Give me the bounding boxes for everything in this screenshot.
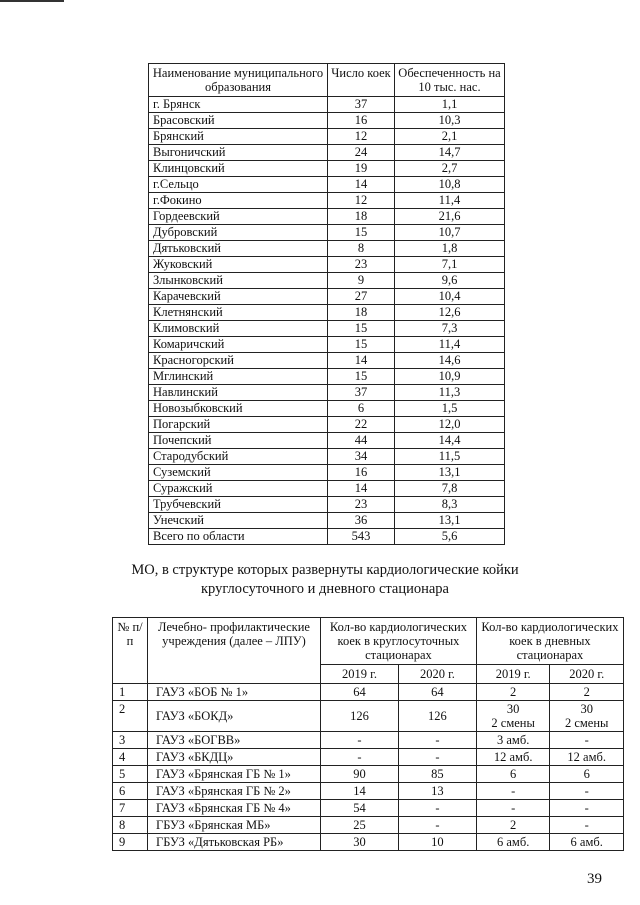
beds-cell: 15 xyxy=(328,321,395,337)
beds-cell: 12 xyxy=(328,193,395,209)
table-row xyxy=(113,817,624,834)
table-row xyxy=(149,225,505,241)
district-cell: Злынковский xyxy=(149,273,328,289)
beds-cell: 6 xyxy=(328,401,395,417)
day-2020-cell: 6 xyxy=(550,766,624,783)
day-2020-cell: 12 амб. xyxy=(550,749,624,766)
provision-cell: 10,3 xyxy=(395,113,505,129)
round-2019-cell: - xyxy=(321,732,399,749)
beds-cell: 18 xyxy=(328,305,395,321)
beds-cell: 27 xyxy=(328,289,395,305)
table-row xyxy=(149,353,505,369)
provision-cell: 7,1 xyxy=(395,257,505,273)
col-header-provision: Обеспеченность на 10 тыс. нас. xyxy=(395,64,505,97)
round-2019-cell: - xyxy=(321,749,399,766)
district-cell: Стародубский xyxy=(149,449,328,465)
col-header-year: 2020 г. xyxy=(398,665,476,684)
col-header-round-the-clock: Кол-во кардиологических коек в круглосуточных стационарах xyxy=(321,618,477,665)
district-cell: Климовский xyxy=(149,321,328,337)
provision-cell: 14,4 xyxy=(395,433,505,449)
col-header-district: Наименование муниципального образования xyxy=(149,64,328,97)
table-body xyxy=(149,97,505,545)
table-row xyxy=(113,800,624,817)
provision-cell: 21,6 xyxy=(395,209,505,225)
provision-cell: 12,0 xyxy=(395,417,505,433)
table-row xyxy=(149,257,505,273)
day-2020-cell: - xyxy=(550,783,624,800)
beds-cell: 18 xyxy=(328,209,395,225)
district-cell: Суземский xyxy=(149,465,328,481)
district-cell: Новозыбковский xyxy=(149,401,328,417)
round-2019-cell: 14 xyxy=(321,783,399,800)
table-row xyxy=(113,749,624,766)
col-header-year: 2019 г. xyxy=(321,665,399,684)
district-cell: Гордеевский xyxy=(149,209,328,225)
lpu-cell: ГАУЗ «БОБ № 1» xyxy=(148,684,321,701)
beds-cell: 34 xyxy=(328,449,395,465)
table-row xyxy=(149,273,505,289)
district-cell: Брасовский xyxy=(149,113,328,129)
table-row xyxy=(149,465,505,481)
number-cell: 5 xyxy=(113,766,148,783)
lpu-cell: ГАУЗ «Брянская ГБ № 4» xyxy=(148,800,321,817)
day-2019-cell: 6 амб. xyxy=(476,834,550,851)
beds-cell: 37 xyxy=(328,97,395,113)
beds-cell: 23 xyxy=(328,497,395,513)
cardiology-beds-table xyxy=(112,617,624,851)
district-cell: Комаричский xyxy=(149,337,328,353)
round-2019-cell: 90 xyxy=(321,766,399,783)
round-2019-cell: 30 xyxy=(321,834,399,851)
table-row xyxy=(113,732,624,749)
provision-cell: 10,4 xyxy=(395,289,505,305)
lpu-cell: ГАУЗ «БОГВВ» xyxy=(148,732,321,749)
provision-cell: 11,3 xyxy=(395,385,505,401)
lpu-cell: ГАУЗ «Брянская ГБ № 2» xyxy=(148,783,321,800)
table-row xyxy=(149,497,505,513)
district-cell: Выгоничский xyxy=(149,145,328,161)
district-cell: г. Брянск xyxy=(149,97,328,113)
lpu-cell: ГАУЗ «Брянская ГБ № 1» xyxy=(148,766,321,783)
table-row xyxy=(149,193,505,209)
beds-cell: 9 xyxy=(328,273,395,289)
day-2020-cell: - xyxy=(550,800,624,817)
beds-cell: 14 xyxy=(328,353,395,369)
district-cell: Клинцовский xyxy=(149,161,328,177)
table-header-row xyxy=(113,618,624,665)
table-body xyxy=(113,684,624,851)
beds-cell: 36 xyxy=(328,513,395,529)
round-2020-cell: - xyxy=(398,732,476,749)
provision-cell: 9,6 xyxy=(395,273,505,289)
number-cell: 8 xyxy=(113,817,148,834)
day-2020-cell: 6 амб. xyxy=(550,834,624,851)
day-2019-cell: 2 xyxy=(476,817,550,834)
table-row xyxy=(149,145,505,161)
number-cell: 6 xyxy=(113,783,148,800)
provision-cell: 12,6 xyxy=(395,305,505,321)
day-2019-cell: 30 2 смены xyxy=(476,701,550,732)
table-row xyxy=(149,209,505,225)
beds-cell: 19 xyxy=(328,161,395,177)
table-row xyxy=(149,305,505,321)
provision-cell: 13,1 xyxy=(395,513,505,529)
table-row xyxy=(113,701,624,732)
district-cell: г.Сельцо xyxy=(149,177,328,193)
provision-cell: 11,4 xyxy=(395,337,505,353)
table-row xyxy=(149,433,505,449)
table-caption: МО, в структуре которых развернуты кардиологические койки круглосуточного и дневного стационара xyxy=(131,562,519,597)
table-row xyxy=(113,766,624,783)
district-cell: Погарский xyxy=(149,417,328,433)
header-rule xyxy=(0,0,64,2)
beds-cell: 15 xyxy=(328,225,395,241)
round-2020-cell: 85 xyxy=(398,766,476,783)
page-number: 39 xyxy=(587,871,602,887)
day-2020-cell: - xyxy=(550,732,624,749)
day-2019-cell: 3 амб. xyxy=(476,732,550,749)
col-header-number: № п/п xyxy=(113,618,148,684)
round-2020-cell: 13 xyxy=(398,783,476,800)
round-2020-cell: - xyxy=(398,749,476,766)
district-cell: Всего по области xyxy=(149,529,328,545)
provision-cell: 14,7 xyxy=(395,145,505,161)
table-row xyxy=(149,401,505,417)
district-cell: Красногорский xyxy=(149,353,328,369)
round-2019-cell: 64 xyxy=(321,684,399,701)
day-2019-cell: 2 xyxy=(476,684,550,701)
round-2020-cell: - xyxy=(398,800,476,817)
day-2020-cell: 2 xyxy=(550,684,624,701)
day-2019-cell: - xyxy=(476,800,550,817)
provision-cell: 11,4 xyxy=(395,193,505,209)
beds-cell: 22 xyxy=(328,417,395,433)
district-cell: Дубровский xyxy=(149,225,328,241)
provision-cell: 10,9 xyxy=(395,369,505,385)
day-2020-cell: - xyxy=(550,817,624,834)
table-row xyxy=(149,369,505,385)
provision-cell: 11,5 xyxy=(395,449,505,465)
round-2019-cell: 54 xyxy=(321,800,399,817)
table-row xyxy=(149,177,505,193)
district-cell: Мглинский xyxy=(149,369,328,385)
day-2020-cell: 30 2 смены xyxy=(550,701,624,732)
beds-by-district-table xyxy=(148,63,505,545)
table-row xyxy=(149,129,505,145)
district-cell: Жуковский xyxy=(149,257,328,273)
lpu-cell: ГАУЗ «БОКД» xyxy=(148,701,321,732)
district-cell: г.Фокино xyxy=(149,193,328,209)
round-2020-cell: 10 xyxy=(398,834,476,851)
round-2020-cell: 64 xyxy=(398,684,476,701)
table-row xyxy=(149,337,505,353)
beds-cell: 37 xyxy=(328,385,395,401)
table-row xyxy=(149,513,505,529)
beds-cell: 14 xyxy=(328,481,395,497)
beds-cell: 44 xyxy=(328,433,395,449)
district-cell: Почепский xyxy=(149,433,328,449)
table-row xyxy=(113,783,624,800)
col-header-year: 2020 г. xyxy=(550,665,624,684)
table-row xyxy=(149,449,505,465)
round-2020-cell: 126 xyxy=(398,701,476,732)
table-row xyxy=(149,161,505,177)
provision-cell: 7,8 xyxy=(395,481,505,497)
provision-cell: 2,7 xyxy=(395,161,505,177)
col-header-lpu: Лечебно- профилактические учреждения (далее – ЛПУ) xyxy=(148,618,321,684)
district-cell: Суражский xyxy=(149,481,328,497)
number-cell: 7 xyxy=(113,800,148,817)
number-cell: 3 xyxy=(113,732,148,749)
col-header-year: 2019 г. xyxy=(476,665,550,684)
beds-cell: 8 xyxy=(328,241,395,257)
lpu-cell: ГБУЗ «Дятьковская РБ» xyxy=(148,834,321,851)
district-cell: Карачевский xyxy=(149,289,328,305)
provision-cell: 13,1 xyxy=(395,465,505,481)
beds-cell: 14 xyxy=(328,177,395,193)
table-row xyxy=(113,834,624,851)
district-cell: Клетнянский xyxy=(149,305,328,321)
table-row xyxy=(149,289,505,305)
provision-cell: 10,8 xyxy=(395,177,505,193)
district-cell: Унечский xyxy=(149,513,328,529)
provision-cell: 7,3 xyxy=(395,321,505,337)
table-row xyxy=(149,241,505,257)
table-row xyxy=(149,417,505,433)
table-row xyxy=(149,113,505,129)
table-row xyxy=(149,529,505,545)
provision-cell: 1,8 xyxy=(395,241,505,257)
beds-cell: 23 xyxy=(328,257,395,273)
provision-cell: 8,3 xyxy=(395,497,505,513)
beds-cell: 12 xyxy=(328,129,395,145)
round-2019-cell: 126 xyxy=(321,701,399,732)
round-2020-cell: - xyxy=(398,817,476,834)
district-cell: Дятьковский xyxy=(149,241,328,257)
table-row xyxy=(149,481,505,497)
provision-cell: 2,1 xyxy=(395,129,505,145)
provision-cell: 14,6 xyxy=(395,353,505,369)
table-row xyxy=(149,97,505,113)
beds-cell: 15 xyxy=(328,337,395,353)
col-header-day-hospital: Кол-во кардиологических коек в дневных стационарах xyxy=(476,618,623,665)
number-cell: 9 xyxy=(113,834,148,851)
beds-cell: 24 xyxy=(328,145,395,161)
day-2019-cell: - xyxy=(476,783,550,800)
table-header-row xyxy=(149,64,505,97)
day-2019-cell: 12 амб. xyxy=(476,749,550,766)
table-row xyxy=(113,684,624,701)
lpu-cell: ГБУЗ «Брянская МБ» xyxy=(148,817,321,834)
provision-cell: 1,5 xyxy=(395,401,505,417)
provision-cell: 5,6 xyxy=(395,529,505,545)
district-cell: Брянский xyxy=(149,129,328,145)
number-cell: 4 xyxy=(113,749,148,766)
beds-cell: 16 xyxy=(328,465,395,481)
beds-cell: 543 xyxy=(328,529,395,545)
district-cell: Трубчевский xyxy=(149,497,328,513)
district-cell: Навлинский xyxy=(149,385,328,401)
lpu-cell: ГАУЗ «БКДЦ» xyxy=(148,749,321,766)
provision-cell: 10,7 xyxy=(395,225,505,241)
number-cell: 1 xyxy=(113,684,148,701)
number-cell: 2 xyxy=(113,701,148,732)
day-2019-cell: 6 xyxy=(476,766,550,783)
table-row xyxy=(149,321,505,337)
round-2019-cell: 25 xyxy=(321,817,399,834)
col-header-beds: Число коек xyxy=(328,64,395,97)
beds-cell: 15 xyxy=(328,369,395,385)
table-row xyxy=(149,385,505,401)
beds-cell: 16 xyxy=(328,113,395,129)
provision-cell: 1,1 xyxy=(395,97,505,113)
